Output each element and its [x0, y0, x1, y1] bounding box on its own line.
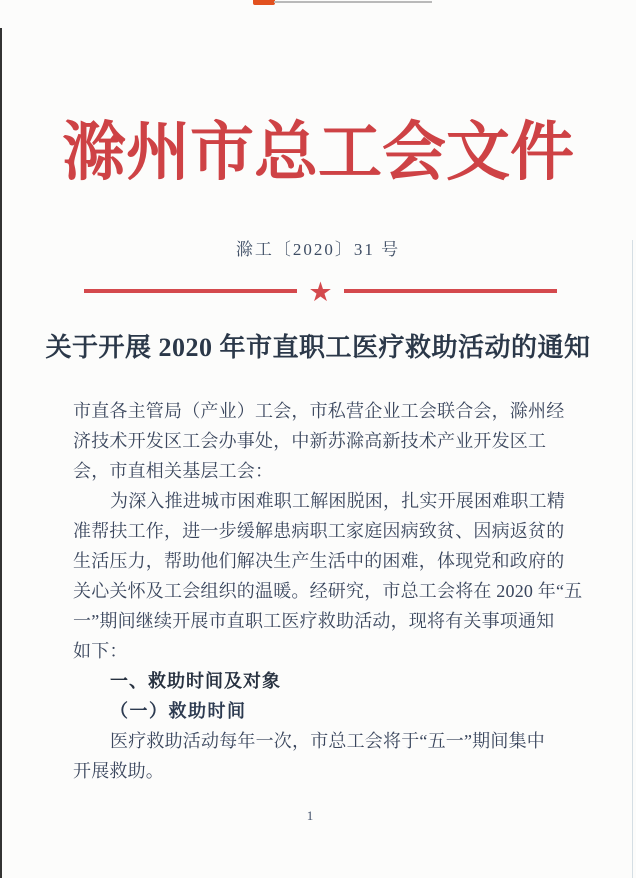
separator-line-right — [344, 289, 557, 293]
body-line: 如下： — [73, 641, 128, 661]
body-line: 一、救助时间及对象 — [110, 671, 281, 691]
body-line: 准帮扶工作，进一步缓解患病职工家庭因病致贫、因病返贫的 — [73, 521, 565, 541]
body-line: 一”期间继续开展市直职工医疗救助活动，现将有关事项通知 — [73, 611, 555, 631]
document-title: 关于开展 2020 年市直职工医疗救助活动的通知 — [45, 333, 591, 362]
org-header-title: 滁州市总工会文件 — [62, 117, 574, 188]
body-line: （一）救助时间 — [110, 701, 247, 721]
red-separator-rule — [84, 276, 557, 308]
body-line: 开展救助。 — [73, 761, 164, 781]
document-body — [73, 396, 583, 786]
body-line: 会，市直相关基层工会： — [73, 461, 274, 481]
star-icon: ★ — [308, 276, 333, 308]
scan-top-gray-line — [274, 1, 432, 3]
scan-top-red-mark — [253, 0, 275, 5]
body-line: 济技术开发区工会办事处，中新苏滁高新技术产业开发区工 — [73, 431, 547, 451]
body-line: 医疗救助活动每年一次，市总工会将于“五一”期间集中 — [110, 731, 545, 751]
body-line: 生活压力，帮助他们解决生产生活中的困难，体现党和政府的 — [73, 551, 565, 571]
body-line: 为深入推进城市困难职工解困脱困，扎实开展困难职工精 — [110, 491, 565, 511]
document-number: 滁工〔2020〕31 号 — [235, 240, 401, 259]
page-number: 1 — [306, 808, 314, 823]
body-line: 市直各主管局（产业）工会，市私营企业工会联合会，滁州经 — [73, 401, 565, 421]
body-line: 关心关怀及工会组织的温暖。经研究，市总工会将在 2020 年“五 — [73, 581, 583, 601]
separator-line-left — [84, 289, 297, 293]
